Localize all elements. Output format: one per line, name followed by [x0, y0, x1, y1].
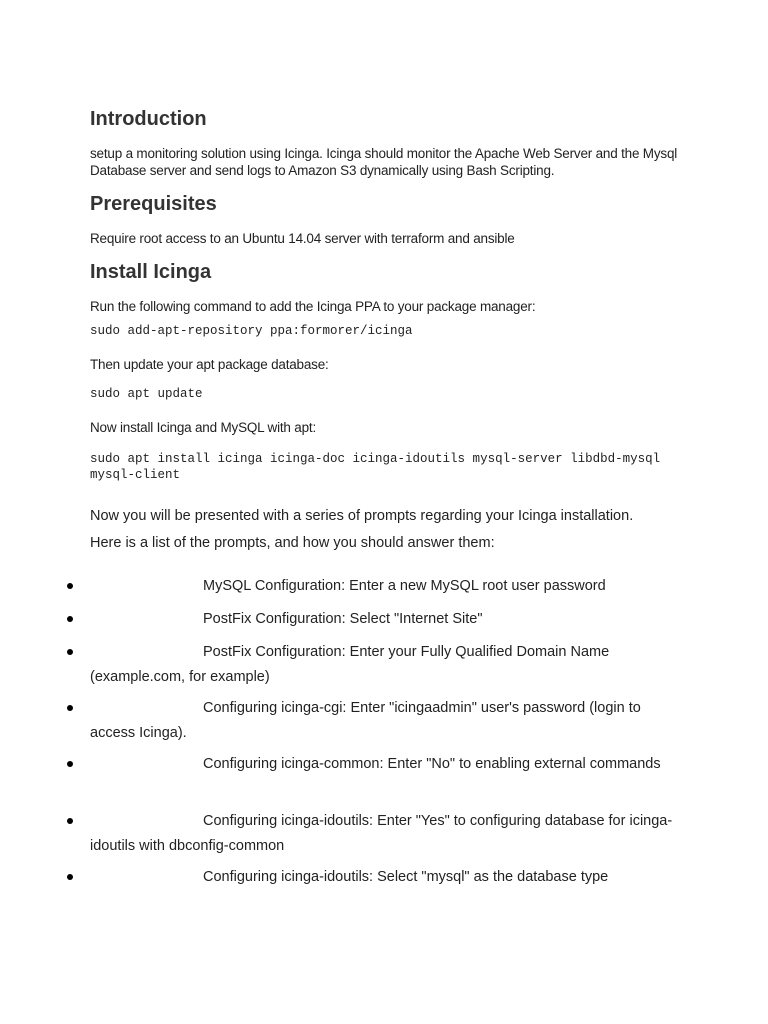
list-item [90, 752, 680, 777]
prompts-intro-line-1: Now you will be presented with a series of prompts regarding your Icinga installation. [90, 508, 634, 524]
heading-install-icinga: Install Icinga [90, 261, 212, 283]
list-item-text: Configuring icinga-cgi: Enter "icingaadmin" user's password (login to access Icinga). [90, 700, 641, 741]
list-item [90, 865, 680, 890]
heading-prerequisites: Prerequisites [90, 193, 217, 215]
list-item [90, 607, 680, 632]
step1-code: sudo add-apt-repository ppa:formorer/icinga [90, 324, 413, 338]
bullet-icon [67, 616, 73, 622]
list-item-text: PostFix Configuration: Enter your Fully Qualified Domain Name (example.com, for example) [90, 644, 610, 685]
list-item [90, 809, 680, 859]
step1-text: Run the following command to add the Icinga PPA to your package manager: [90, 299, 536, 314]
bullet-icon [67, 649, 73, 655]
bullet-icon [67, 705, 73, 711]
list-item-text: MySQL Configuration: Enter a new MySQL root user password [203, 578, 606, 594]
bullet-icon [67, 761, 73, 767]
bullet-icon [67, 583, 73, 589]
step3-text: Now install Icinga and MySQL with apt: [90, 420, 317, 435]
list-item-text: Configuring icinga-idoutils: Select "mysql" as the database type [203, 869, 609, 885]
step2-code: sudo apt update [90, 387, 203, 401]
step2-text: Then update your apt package database: [90, 357, 329, 372]
list-item-text: PostFix Configuration: Select "Internet Site" [203, 611, 483, 627]
list-item-text: Configuring icinga-idoutils: Enter "Yes" to configuring database for icinga-idoutils with dbconfig-common [90, 813, 673, 854]
list-item [90, 640, 680, 690]
list-item-text: Configuring icinga-common: Enter "No" to enabling external commands [203, 756, 661, 772]
prereq-paragraph: Require root access to an Ubuntu 14.04 server with terraform and ansible [90, 231, 515, 246]
list-item [90, 696, 680, 746]
intro-paragraph: setup a monitoring solution using Icinga. Icinga should monitor the Apache Web Server and the Mysql Database server and send logs to Amazon S3 dynamically using Bash Scripting. [90, 146, 678, 178]
list-item [90, 574, 680, 599]
heading-introduction: Introduction [90, 108, 207, 130]
bullet-icon [67, 818, 73, 824]
prompts-intro-line-2: Here is a list of the prompts, and how you should answer them: [90, 535, 495, 551]
step3-code: sudo apt install icinga icinga-doc icinga-idoutils mysql-server libdbd-mysql mysql-client [90, 452, 668, 482]
bullet-icon [67, 874, 73, 880]
